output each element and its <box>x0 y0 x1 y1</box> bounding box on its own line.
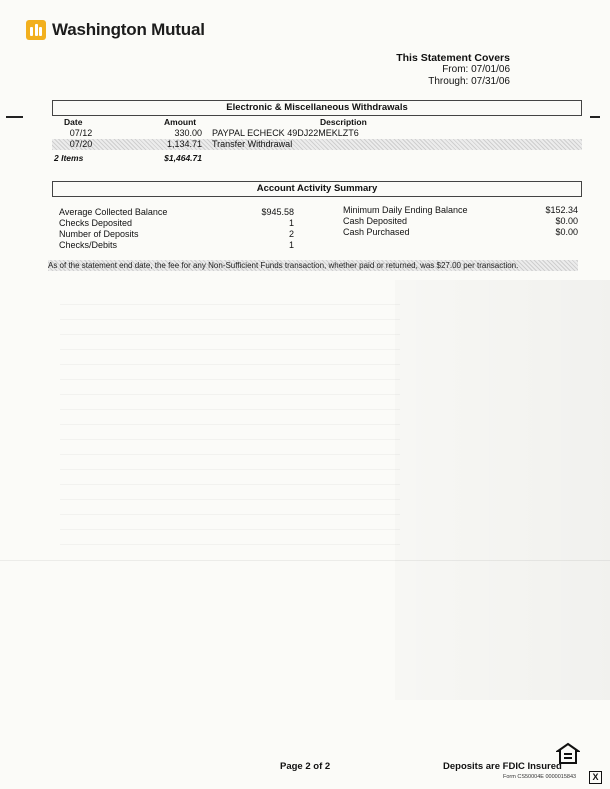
table-row <box>52 139 582 150</box>
summary-label: Cash Purchased <box>343 227 410 237</box>
margin-tick-left <box>6 116 23 118</box>
column-header-description: Description <box>320 117 367 127</box>
summary-value: 1 <box>288 218 294 228</box>
statement-period-title: This Statement Covers <box>396 52 510 64</box>
table-row <box>52 128 582 139</box>
summary-label: Average Collected Balance <box>59 207 168 217</box>
total-items: 2 Items <box>54 153 84 163</box>
nsf-fee-note: As of the statement end date, the fee for any Non-Sufficient Funds transaction, whether paid or returned, was $27.00 per transaction. <box>48 260 578 271</box>
summary-label: Cash Deposited <box>343 216 408 226</box>
row-date: 07/12 <box>69 128 93 138</box>
summary-value: $0.00 <box>555 216 578 226</box>
equal-housing-lender-icon <box>556 742 580 772</box>
column-header-date: Date <box>64 117 83 127</box>
bleed-through-panel <box>395 280 610 700</box>
margin-tick-right <box>590 116 600 118</box>
withdrawals-title: Electronic & Miscellaneous Withdrawals <box>52 100 582 116</box>
summary-label: Checks/Debits <box>59 240 118 250</box>
statement-period-through: Through: 07/31/06 <box>428 76 510 87</box>
summary-value: 1 <box>288 240 294 250</box>
row-date: 07/20 <box>69 139 93 149</box>
fdic-notice: Deposits are FDIC Insured <box>443 761 562 772</box>
summary-title: Account Activity Summary <box>52 181 582 197</box>
summary-value: 2 <box>288 229 294 239</box>
close-box-icon: X <box>589 771 602 784</box>
brand-name: Washington Mutual <box>52 20 205 39</box>
total-amount: $1,464.71 <box>164 153 202 163</box>
bleed-through-text <box>60 290 400 550</box>
row-amount: 1,134.71 <box>166 139 202 149</box>
summary-value: $152.34 <box>545 205 578 215</box>
row-amount: 330.00 <box>174 128 202 138</box>
summary-label: Number of Deposits <box>59 229 139 239</box>
summary-label: Checks Deposited <box>59 218 133 228</box>
summary-value: $0.00 <box>555 227 578 237</box>
brand-logo <box>26 20 205 40</box>
summary-value: $945.58 <box>261 207 294 217</box>
page-number: Page 2 of 2 <box>280 761 331 772</box>
row-description: PAYPAL ECHECK 49DJ22MEKLZT6 <box>212 128 359 138</box>
summary-label: Minimum Daily Ending Balance <box>343 205 468 215</box>
row-description: Transfer Withdrawal <box>212 139 293 149</box>
wamu-logo-icon <box>26 20 46 40</box>
column-header-amount: Amount <box>164 117 197 127</box>
paper-fold-line <box>0 560 610 561</box>
statement-period-from: From: 07/01/06 <box>442 64 510 75</box>
statement-period <box>396 52 510 88</box>
form-number: Form CS50004E 0000015843 <box>503 774 577 780</box>
